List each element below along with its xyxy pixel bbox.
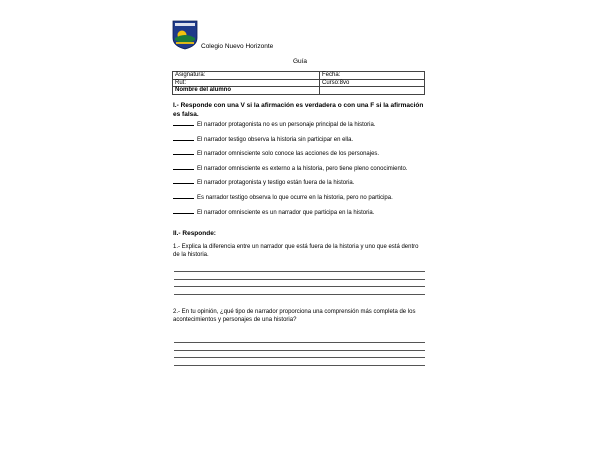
answer-blank[interactable] [173, 149, 194, 155]
answer-line[interactable] [174, 271, 425, 272]
table-row [173, 79, 425, 87]
answer-blank[interactable] [173, 135, 194, 141]
answer-line[interactable] [174, 279, 425, 280]
answer-line[interactable] [174, 294, 425, 295]
rut-cell[interactable]: Rut: [173, 79, 320, 87]
list-item [173, 120, 433, 135]
answer-line[interactable] [174, 342, 425, 343]
list-item [173, 178, 433, 193]
statement-text: El narrador testigo observa la historia sin participar en ella. [197, 136, 354, 143]
date-cell[interactable]: Fecha: [320, 72, 425, 80]
list-item [173, 164, 433, 179]
student-name-cell[interactable]: Nombre del alumno [173, 87, 320, 95]
statement-text: Es narrador testigo observa lo que ocurre en la historia, pero no participa. [197, 194, 393, 201]
answer-area-2[interactable] [174, 342, 425, 372]
answer-blank[interactable] [173, 164, 194, 170]
answer-blank[interactable] [173, 178, 194, 184]
list-item [173, 193, 433, 208]
section2-title: II.- Responde: [173, 230, 216, 237]
subject-cell[interactable]: Asignatura: [173, 72, 320, 80]
statement-text: El narrador omnisciente es un narrador que participa en la historia. [197, 209, 375, 216]
statement-text: El narrador omnisciente es externo a la historia, pero tiene pleno conocimiento. [197, 165, 408, 172]
statement-text: El narrador protagonista no es un personaje principal de la historia. [197, 122, 376, 128]
question-2: 2.- En tu opinión, ¿qué tipo de narrador proporciona una comprensión más completa de los acontecimientos y personajes de una historia? [173, 309, 416, 323]
answer-blank[interactable] [173, 208, 194, 214]
statement-text: El narrador omnisciente solo conoce las acciones de los personajes. [197, 151, 380, 158]
list-item [173, 135, 433, 150]
answer-line[interactable] [174, 357, 425, 358]
answer-blank[interactable] [173, 120, 194, 126]
statement-text: El narrador protagonista y testigo están fuera de la historia. [197, 180, 355, 187]
student-info-table [172, 71, 425, 95]
table-row [173, 87, 425, 95]
answer-line[interactable] [174, 365, 425, 366]
answer-line[interactable] [174, 286, 425, 287]
true-false-list [173, 120, 433, 222]
list-item [173, 149, 433, 164]
grade-cell[interactable]: Curso:8vo [320, 79, 425, 87]
student-name-value-cell[interactable] [320, 87, 425, 95]
section1-title: I.- Responde con una V si la afirmación es verdadera o con una F si la afirmación es falsa. [173, 102, 424, 118]
document-title: Guía [292, 58, 308, 65]
table-row [173, 72, 425, 80]
question-1: 1.- Explica la diferencia entre un narrador que está fuera de la historia y uno que está dentro de la historia. [173, 244, 419, 258]
list-item [173, 208, 433, 223]
school-crest-logo [172, 20, 198, 50]
answer-blank[interactable] [173, 193, 194, 199]
answer-area-1[interactable] [174, 271, 425, 301]
school-name: Colegio Nuevo Horizonte [201, 43, 274, 50]
answer-line[interactable] [174, 350, 425, 351]
